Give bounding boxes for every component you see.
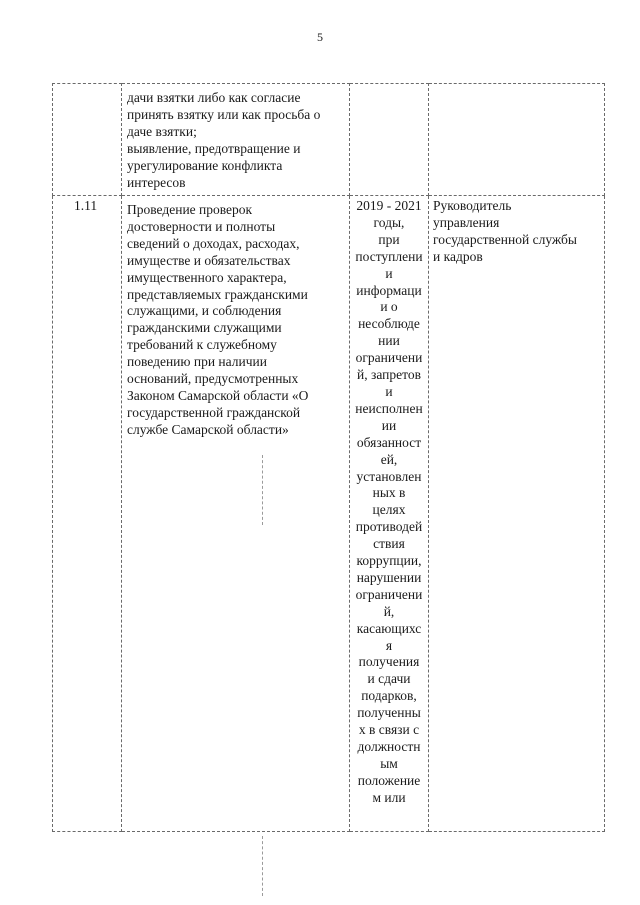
text-line: ым bbox=[380, 755, 398, 771]
text-line: нарушении bbox=[356, 569, 422, 585]
text-line: должностн bbox=[357, 739, 421, 754]
text-line: имуществе и обязательствах bbox=[127, 252, 291, 268]
text-line: противодей bbox=[355, 519, 423, 535]
text-line: и bbox=[385, 383, 393, 399]
text-line: службе Самарской области» bbox=[127, 421, 289, 437]
table-row bbox=[53, 196, 605, 832]
text-line: Законом Самарской области «О bbox=[127, 387, 309, 403]
text-line: х в связи с bbox=[358, 722, 420, 738]
text-line: м или bbox=[372, 789, 406, 805]
activity-text bbox=[122, 84, 349, 191]
responsible-cell bbox=[429, 84, 605, 196]
text-line: принять взятку или как просьба о bbox=[127, 106, 321, 122]
text-line: и bbox=[385, 265, 393, 281]
text-line: нии bbox=[378, 333, 400, 349]
responsible-text bbox=[429, 84, 604, 86]
text-line: дачи взятки либо как согласие bbox=[127, 90, 301, 105]
row-number: 1.11 bbox=[74, 198, 98, 213]
activity-text bbox=[122, 196, 349, 439]
text-line: несоблюде bbox=[358, 316, 420, 332]
text-line: ей, bbox=[380, 451, 398, 467]
text-line: гражданскими служащими bbox=[127, 320, 282, 336]
text-line: положение bbox=[357, 772, 421, 788]
table-row bbox=[53, 84, 605, 196]
page-number: 5 bbox=[317, 30, 323, 44]
text-line: требований к служебному bbox=[127, 337, 277, 353]
text-line: установлен bbox=[356, 468, 422, 484]
text-line: поведению при наличии bbox=[127, 354, 267, 370]
text-line: годы, bbox=[373, 214, 405, 230]
text-line: целях bbox=[372, 502, 406, 518]
text-line: и о bbox=[380, 299, 398, 315]
activity-cell bbox=[122, 196, 350, 832]
row-number-cell bbox=[53, 196, 122, 832]
text-line: Проведение проверок bbox=[127, 202, 253, 217]
text-line: касающихс bbox=[356, 620, 422, 636]
term-cell bbox=[350, 196, 429, 832]
text-line: выявление, предотвращение и bbox=[127, 140, 301, 156]
text-line: ствия bbox=[373, 536, 405, 552]
text-line: государственной гражданской bbox=[127, 404, 301, 420]
term-text bbox=[350, 84, 428, 86]
row-number bbox=[53, 84, 121, 86]
text-line: й, запретов bbox=[357, 367, 421, 383]
text-line: даче взятки; bbox=[127, 123, 197, 139]
text-line: поступлени bbox=[355, 248, 423, 264]
text-line: получения bbox=[358, 654, 420, 670]
term-text bbox=[350, 196, 428, 807]
text-line: представляемых гражданскими bbox=[127, 286, 308, 302]
text-line: служащими, и соблюдения bbox=[127, 303, 282, 319]
text-line: государственной службы bbox=[433, 231, 577, 247]
responsible-text bbox=[429, 196, 604, 266]
text-line: ограничени bbox=[355, 350, 423, 366]
text-line: 2019 - 2021 bbox=[356, 198, 422, 213]
responsible-cell bbox=[429, 196, 605, 832]
text-line: ных в bbox=[372, 485, 406, 501]
text-line: обязанност bbox=[356, 434, 422, 450]
text-line: сведений о доходах, расходах, bbox=[127, 235, 300, 251]
text-line: ии bbox=[381, 417, 397, 433]
scan-artifact-line bbox=[262, 836, 263, 896]
text-line: и сдачи bbox=[367, 671, 411, 687]
text-line: неисполнен bbox=[355, 400, 423, 416]
text-line: Руководитель bbox=[433, 198, 512, 213]
text-line: коррупции, bbox=[356, 553, 422, 569]
activity-cell bbox=[122, 84, 350, 196]
text-line: интересов bbox=[127, 174, 186, 190]
text-line: урегулирование конфликта bbox=[127, 157, 283, 173]
text-line: подарков, bbox=[361, 688, 417, 704]
text-line: полученны bbox=[357, 705, 421, 721]
row-number-cell bbox=[53, 84, 122, 196]
text-line: й, bbox=[383, 603, 395, 619]
text-line: информаци bbox=[356, 282, 422, 298]
text-line: и кадров bbox=[433, 248, 483, 264]
text-line: достоверности и полноты bbox=[127, 218, 276, 234]
text-line: ограничени bbox=[355, 586, 423, 602]
text-line: я bbox=[385, 637, 393, 653]
text-line: оснований, предусмотренных bbox=[127, 371, 299, 387]
text-line: имущественного характера, bbox=[127, 269, 287, 285]
scan-artifact-line bbox=[262, 455, 263, 525]
text-line: управления bbox=[433, 214, 500, 230]
measures-table bbox=[52, 83, 605, 832]
term-cell bbox=[350, 84, 429, 196]
text-line: при bbox=[378, 231, 400, 247]
